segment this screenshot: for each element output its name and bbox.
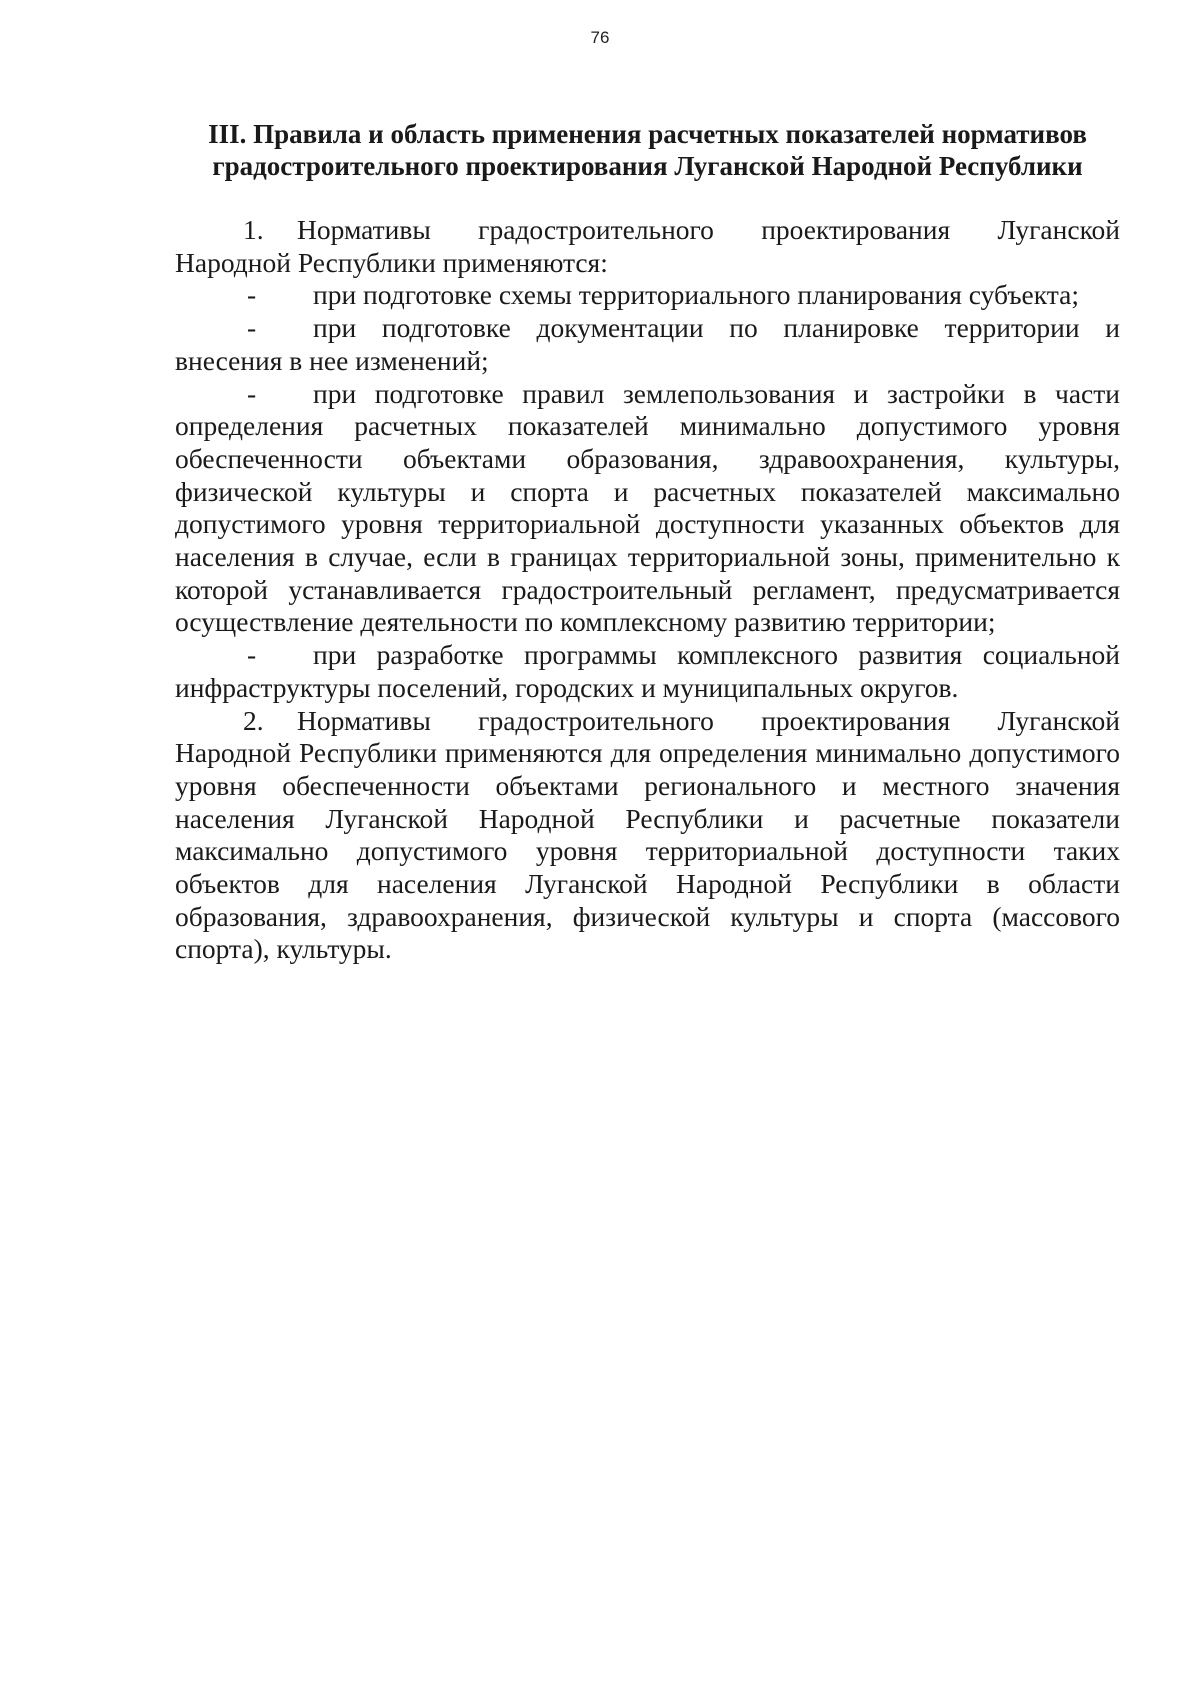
list-item-text: при подготовке схемы территориального планирования субъекта; [313,279,1079,311]
section-heading [175,118,1120,182]
list-item [175,639,1120,704]
bullet-dash: - [247,312,257,344]
paragraph-2 [175,705,1120,967]
list-item-text: при разработке программы комплексного развития социальной инфраструктуры поселений, городских и муниципальных округов. [175,639,1120,703]
page-number: 76 [590,28,610,47]
section-heading-line-1: III. Правила и область применения расчетных показателей нормативов [208,119,1087,149]
list-item [175,312,1120,377]
bullet-dash: - [247,279,257,311]
list-item-text: при подготовке правил землепользования и застройки в части определения расчетных показателей минимально допустимого уровня обеспеченности объектами образования, здравоохранения, культуры, физической культуры и спорта и расчетных показателей максимально допустимого уровня территориальной доступности указанных объектов для населения в случае, если в границах территориальной зоны, применительно к которой устанавливается градостроительный регламент, предусматривается осуществление деятельности по комплексному развитию территории; [175,377,1120,638]
bullet-dash: - [247,377,257,409]
document-body [175,214,1120,966]
list-item [175,279,1120,312]
paragraph-text: Нормативы градостроительного проектирования Луганской Народной Республики применяются для определения минимально допустимого уровня обеспеченности объектами регионального и местного значения населения Луганской Народной Республики и расчетные показатели максимально допустимого уровня территориальной доступности таких объектов для населения Луганской Народной Республики в области образования, здравоохранения, физической культуры и спорта (массового спорта), культуры. [175,704,1120,965]
paragraph-number: 2. [243,704,264,736]
bullet-dash: - [247,639,257,671]
paragraph-number: 1. [243,214,264,245]
list-item [175,378,1120,640]
list-item-text: при подготовке документации по планировке территории и внесения в нее изменений; [175,312,1120,376]
paragraph-text: Нормативы градостроительного проектирования Луганской Народной Республики применяются: [175,214,1120,278]
section-heading-line-2: градостроительного проектирования Луганской Народной Республики [212,151,1083,181]
paragraph-1 [175,214,1120,279]
